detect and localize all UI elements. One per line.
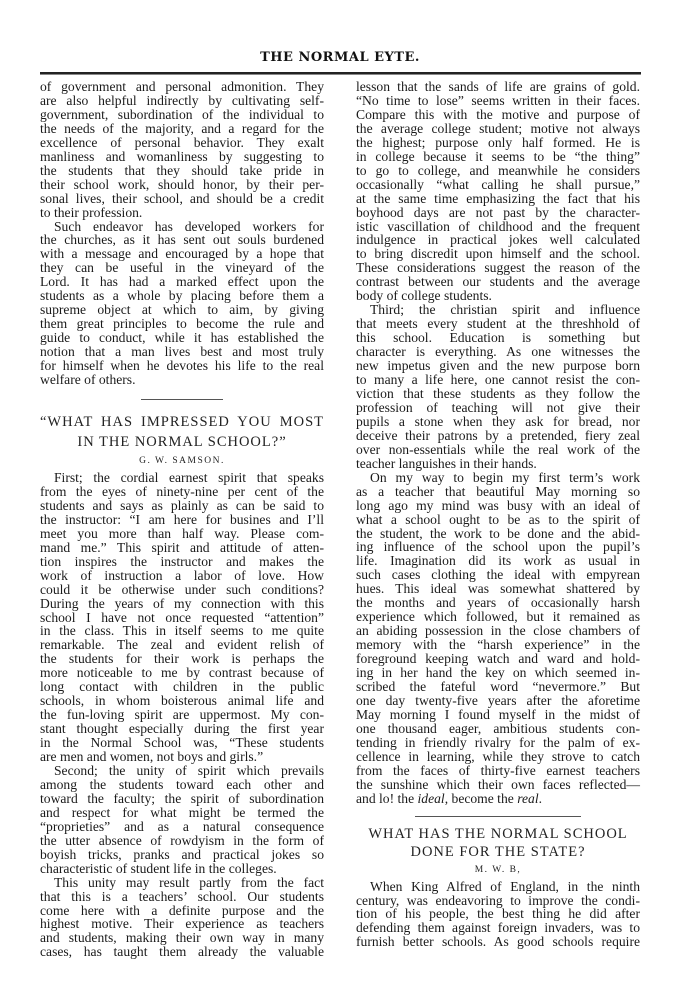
text-line: the highest; purpose only half formed. He is <box>356 134 640 150</box>
text-line: body of college students. <box>356 288 492 304</box>
article-title-line: DONE FOR THE STATE? <box>410 843 586 860</box>
text-line: istic vascillation of childhood and the frequent <box>356 218 640 234</box>
text-line: indulgence in practical jokes well calculated <box>356 232 640 248</box>
text-line: their school work, should honor, by their per- <box>40 176 324 192</box>
text-line: occasionally “what calling he shall pursue,” <box>356 176 640 192</box>
text-line: manliness and womanliness by suggesting to <box>40 148 324 164</box>
text-line: guide to conduct, while it has established the <box>40 330 324 346</box>
text-line: with a message and encouraged by a hope that <box>40 246 324 262</box>
text-line: the average college student; motive not always <box>356 120 640 136</box>
third-paragraph <box>356 303 640 470</box>
article-byline: G. W. SAMSON. <box>139 455 225 466</box>
text-line: new impetus given and the new purpose born <box>356 358 640 374</box>
text-line: century, was endeavoring to improve the condi- <box>356 892 640 908</box>
text-line: they can be useful in the vineyard of the <box>40 260 324 276</box>
text-line: memory with the “harsh experience” in the <box>356 637 640 653</box>
text-line: Lord. It has had a marked effect upon the <box>40 274 324 290</box>
text-line: to their profession. <box>40 204 143 220</box>
text-line: the churches, as it has sent out souls burdened <box>40 232 324 248</box>
text-line: the student, the work to be done and the abid- <box>356 525 640 541</box>
text-line: characteristic of student life in the colleges. <box>40 860 277 876</box>
text-line: hues. This ideal was somewhat shattered by <box>356 581 640 597</box>
text-line: cellence in learning, while they strove to catch <box>356 748 640 764</box>
text-line: ing in her hand the key on which seemed in- <box>356 665 640 681</box>
text-line: boyish tricks, pranks and practical jokes so <box>40 846 324 862</box>
continuation-paragraph <box>356 80 640 303</box>
text-line: boyhood days are not past by the character- <box>356 204 640 220</box>
text-line: scribed the fateful word “nevermore.” But <box>356 678 640 694</box>
text-line: students and says as plainly as can be said to <box>40 497 324 513</box>
text-line: among the students toward each other and <box>40 776 324 792</box>
text-line: When King Alfred of England, in the ninth <box>370 878 640 894</box>
text-line: schools, in whom boisterous animal life and <box>40 693 324 709</box>
text-line: are also helpful indirectly by cultivating self- <box>40 92 324 108</box>
text-line: are men and women, not boys and girls.” <box>40 749 264 765</box>
text-line: life. Imagination did its work as usual in <box>356 553 640 569</box>
unity-paragraph <box>40 876 324 960</box>
closing-line <box>356 792 640 806</box>
text-line: tion of his people, the best thing he did after <box>356 906 640 922</box>
text-line: the utter absence of rowdyism in the form of <box>40 832 324 848</box>
text-line: to many a life here, one cannot resist the con- <box>356 372 640 388</box>
text-line: mand me.” This spirit and attitude of atten- <box>40 539 324 555</box>
alfred-paragraph <box>356 880 640 950</box>
header-rule <box>40 72 641 75</box>
text-line: one thousand eager, ambitious students con- <box>356 720 640 736</box>
text-line: On my way to begin my first term’s work <box>370 469 640 485</box>
text-line: May morning I found myself in the midst of <box>356 706 640 722</box>
text-line: such cases clothing the ideal with empyrean <box>356 567 640 583</box>
article-title-line: WHAT HAS THE NORMAL SCHOOL <box>368 825 628 842</box>
text-line: what a school ought to be as to the spirit of <box>356 511 640 527</box>
text-line: could it be otherwise under such conditions? <box>40 581 324 597</box>
text-line: school I have not once requested “attention” <box>40 609 324 625</box>
text-line: supreme object at which to aim, by giving <box>40 302 324 318</box>
text-line: These considerations suggest the reason of the <box>356 260 640 276</box>
text-line: long contact with children in the public <box>40 679 324 695</box>
text-line: that this is a teachers’ school. Our students <box>40 888 324 904</box>
second-paragraph <box>40 764 324 876</box>
text-line: teacher languishes in their hands. <box>356 455 537 471</box>
text-line: the needs of the majority, and a regard for the <box>40 120 324 136</box>
text-line: students as a whole by placing before them a <box>40 288 324 304</box>
text-line: profession of teaching will not give their <box>356 399 640 415</box>
left-column <box>40 80 324 959</box>
text-line: Compare this with the motive and purpose of <box>356 106 640 122</box>
section-divider <box>141 399 223 400</box>
text-line: “proprieties” and as a natural consequence <box>40 818 324 834</box>
text-line: This unity may result partly from the fact <box>54 874 324 890</box>
text-line: the sunshine which their own faces reflected— <box>356 776 640 792</box>
text-line: of government and personal admonition. They <box>40 79 324 94</box>
text-line: pupils a stone when they ask for bread, nor <box>356 413 640 429</box>
way-paragraph <box>356 471 640 806</box>
closing-text: , become the <box>444 790 518 806</box>
article-title-line: “WHAT HAS IMPRESSED YOU MOST <box>40 413 324 430</box>
text-line: furnish better schools. As good schools require <box>356 934 640 950</box>
text-line: the fun-loving spirit are uppermost. My con- <box>40 707 324 723</box>
text-line: the students for their work is perhaps the <box>40 651 324 667</box>
text-line: that meets every student at the threshhold of <box>356 316 640 332</box>
text-line: deceive their patrons by a pretended, fiery zeal <box>356 427 640 443</box>
text-line: excellence of personal behavior. They exalt <box>40 134 324 150</box>
ideal-emphasis: ideal <box>417 790 445 806</box>
text-line: from the eyes of ninety-nine per cent of the <box>40 483 324 499</box>
text-line: foreground keeping watch and ward and hold- <box>356 651 640 667</box>
text-line: Second; the unity of spirit which prevails <box>54 762 324 778</box>
article-byline: M. W. B, <box>474 864 522 875</box>
text-line: as a teacher that beautiful May morning so <box>356 483 640 499</box>
first-paragraph <box>40 471 324 764</box>
text-line: lesson that the sands of life are grains of gold. <box>356 79 640 94</box>
article-title-line: IN THE NORMAL SCHOOL?” <box>77 433 287 450</box>
text-line: the months and years of occasionally harsh <box>356 595 640 611</box>
text-line: tending in friendly rivalry for the palm of ex- <box>356 734 640 750</box>
text-line: contrast between our students and the average <box>356 274 640 290</box>
text-line: long ago my mind was busy with an ideal of <box>356 497 640 513</box>
text-line: government, subordination of the individual to <box>40 106 324 122</box>
closing-text: . <box>538 790 543 806</box>
article-title <box>356 825 640 861</box>
running-head: THE NORMAL EYTE. <box>260 50 420 65</box>
text-line: to go to college, and meanwhile he considers <box>356 162 640 178</box>
text-line: meet you more than half way. Please com- <box>40 525 324 541</box>
real-emphasis: real <box>517 790 539 806</box>
text-line: and respect for what might be termed the <box>40 804 324 820</box>
text-line: come here with a definite purpose and the <box>40 902 324 918</box>
article-title <box>40 412 324 452</box>
text-line: notion that a man lives best and most truly <box>40 344 324 360</box>
text-line: over non-essentials while the real work of the <box>356 441 640 457</box>
text-line: stant thought especially during the first year <box>40 721 324 737</box>
text-line: one day twenty-five years after the aforetime <box>356 692 640 708</box>
text-line: highest motive. Their experience as teachers <box>40 916 324 932</box>
continuation-paragraph <box>40 80 324 220</box>
text-line: cases, has taught them already the valuable <box>40 944 324 960</box>
text-line: to bring discredit upon himself and the school. <box>356 246 640 262</box>
text-line: Such endeavor has developed workers for <box>54 218 324 234</box>
text-line: ing influence of the school upon the pupil’s <box>356 539 640 555</box>
text-line: toward the faculty; the spirit of subordination <box>40 790 324 806</box>
text-line: this school. Education is something but <box>356 330 640 346</box>
right-column <box>356 80 640 949</box>
text-line: and students, making their own way in many <box>40 930 324 946</box>
text-line: remarkable. The zeal and evident relish of <box>40 637 324 653</box>
text-line: at the same time emphasizing the fact that his <box>356 190 640 206</box>
text-line: experience which followed, but it remained as <box>356 609 640 625</box>
endeavor-paragraph <box>40 220 324 387</box>
closing-text: and lo! the <box>356 790 418 806</box>
text-line: First; the cordial earnest spirit that speaks <box>54 469 324 485</box>
text-line: more noticeable to me by contrast because of <box>40 665 324 681</box>
text-line: character is everything. As one witnesses the <box>356 344 640 360</box>
text-line: an abiding possession in the close chambers of <box>356 623 640 639</box>
text-line: work of instruction a labor of love. How <box>40 567 324 583</box>
text-line: the students that they should take pride in <box>40 162 324 178</box>
text-line: During the years of my connection with this <box>40 595 324 611</box>
text-line: in the Normal School was, “These students <box>40 735 324 751</box>
text-line: in college because it seems to be “the thing” <box>356 148 640 164</box>
section-divider <box>415 816 581 817</box>
text-line: for himself when he devotes his life to the real <box>40 358 324 374</box>
text-line: viction that these students as they follow the <box>356 385 640 401</box>
text-line: the instructor: “I am here for busines and I’ll <box>40 511 324 527</box>
text-line: defending them against foreign invaders, was to <box>356 920 640 936</box>
text-line: tion inspires the instructor and makes the <box>40 553 324 569</box>
text-line: Third; the christian spirit and influence <box>370 302 640 318</box>
text-line: welfare of others. <box>40 372 136 388</box>
text-line: “No time to lose” seems written in their faces. <box>356 92 640 108</box>
text-line: from the faces of thirty-five earnest teachers <box>356 762 640 778</box>
text-line: them great principles to become the rule and <box>40 316 324 332</box>
text-line: in the class. This in itself seems to me quite <box>40 623 324 639</box>
text-line: sonal lives, their school, and should be a credit <box>40 190 324 206</box>
